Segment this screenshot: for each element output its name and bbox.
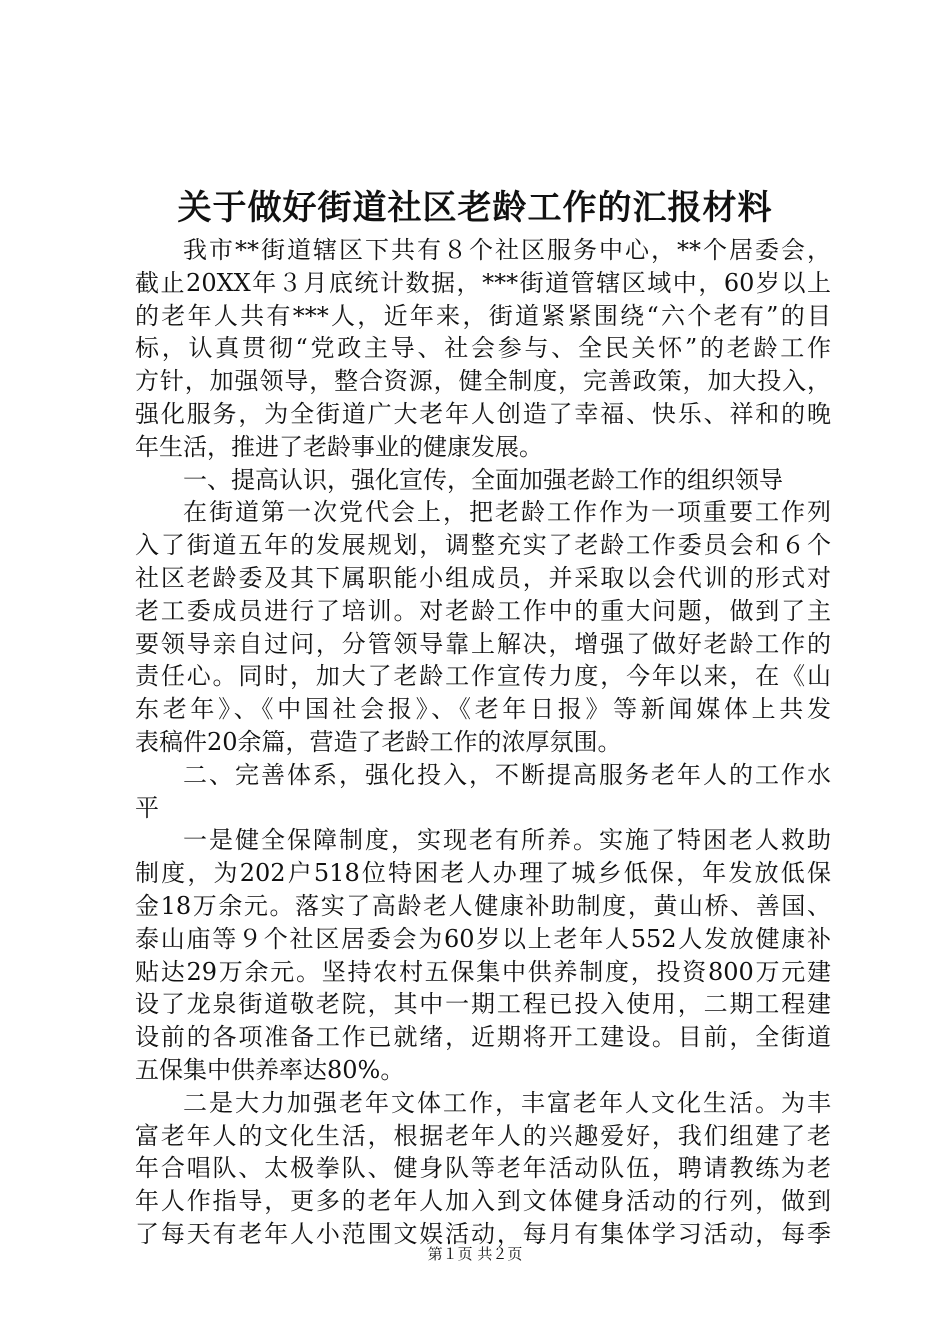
text-line: 方针，加强领导，整合资源，健全制度，完善政策，加大投入， <box>135 367 831 396</box>
text-line: 社区老龄委及其下属职能小组成员，并采取以会代训的形式对 <box>135 563 831 592</box>
text-line: 了每天有老年人小范围文娱活动，每月有集体学习活动，每季 <box>135 1219 831 1248</box>
text-line: 二、完善体系，强化投入，不断提高服务老年人的工作水 <box>183 760 831 789</box>
text-line: 责任心。同时，加大了老龄工作宣传力度，今年以来，在《山 <box>135 662 831 691</box>
text-line: 老工委成员进行了培训。对老龄工作中的重大问题，做到了主 <box>135 596 831 625</box>
text-line: 五保集中供养率达80%。 <box>135 1055 405 1084</box>
text-line: 表稿件20余篇，营造了老龄工作的浓厚氛围。 <box>135 727 622 756</box>
text-line: 年人作指导，更多的老年人加入到文体健身活动的行列，做到 <box>135 1187 831 1216</box>
text-line: 二是大力加强老年文体工作，丰富老年人文化生活。为丰 <box>183 1088 831 1117</box>
text-line: 标，认真贯彻“党政主导、社会参与、全民关怀”的老龄工作 <box>135 334 831 363</box>
text-line: 在街道第一次党代会上，把老龄工作作为一项重要工作列 <box>183 498 831 527</box>
text-line: 截止20XX年３月底统计数据，***街道管辖区域中，60岁以上 <box>135 268 831 297</box>
text-line: 一、提高认识，强化宣传，全面加强老龄工作的组织领导 <box>183 465 783 494</box>
text-line: 的老年人共有***人，近年来，街道紧紧围绕“六个老有”的目 <box>135 301 831 330</box>
text-line: 东老年》、《中国社会报》、《老年日报》等新闻媒体上共发 <box>135 695 831 724</box>
text-line: 我市**街道辖区下共有８个社区服务中心，**个居委会， <box>183 236 831 264</box>
text-line: 金18万余元。落实了高龄老人健康补助制度，黄山桥、善国、 <box>135 891 831 920</box>
page-footer: 第１页 共２页 <box>427 1245 523 1263</box>
text-line: 富老年人的文化生活，根据老年人的兴趣爱好，我们组建了老 <box>135 1121 831 1150</box>
text-line: 设前的各项准备工作已就绪，近期将开工建设。目前，全街道 <box>135 1023 831 1052</box>
text-line: 一是健全保障制度，实现老有所养。实施了特困老人救助 <box>183 826 831 855</box>
document-title: 关于做好街道社区老龄工作的汇报材料 <box>177 188 773 228</box>
text-line: 平 <box>135 793 159 822</box>
text-line: 入了街道五年的发展规划，调整充实了老龄工作委员会和６个 <box>135 531 831 560</box>
text-line: 泰山庙等９个社区居委会为60岁以上老年人552人发放健康补 <box>135 924 831 953</box>
document-body <box>135 234 831 1251</box>
text-line: 强化服务，为全街道广大老年人创造了幸福、快乐、祥和的晚 <box>135 399 831 428</box>
text-line: 设了龙泉街道敬老院，其中一期工程已投入使用，二期工程建 <box>135 990 831 1019</box>
text-line: 要领导亲自过问，分管领导靠上解决，增强了做好老龄工作的 <box>135 629 831 658</box>
text-line: 年合唱队、太极拳队、健身队等老年活动队伍，聘请教练为老 <box>135 1154 831 1183</box>
text-line: 制度，为202户518位特困老人办理了城乡低保，年发放低保 <box>135 859 831 888</box>
text-line: 年生活，推进了老龄事业的健康发展。 <box>135 432 543 461</box>
text-line: 贴达29万余元。坚持农村五保集中供养制度，投资800万元建 <box>135 957 831 986</box>
